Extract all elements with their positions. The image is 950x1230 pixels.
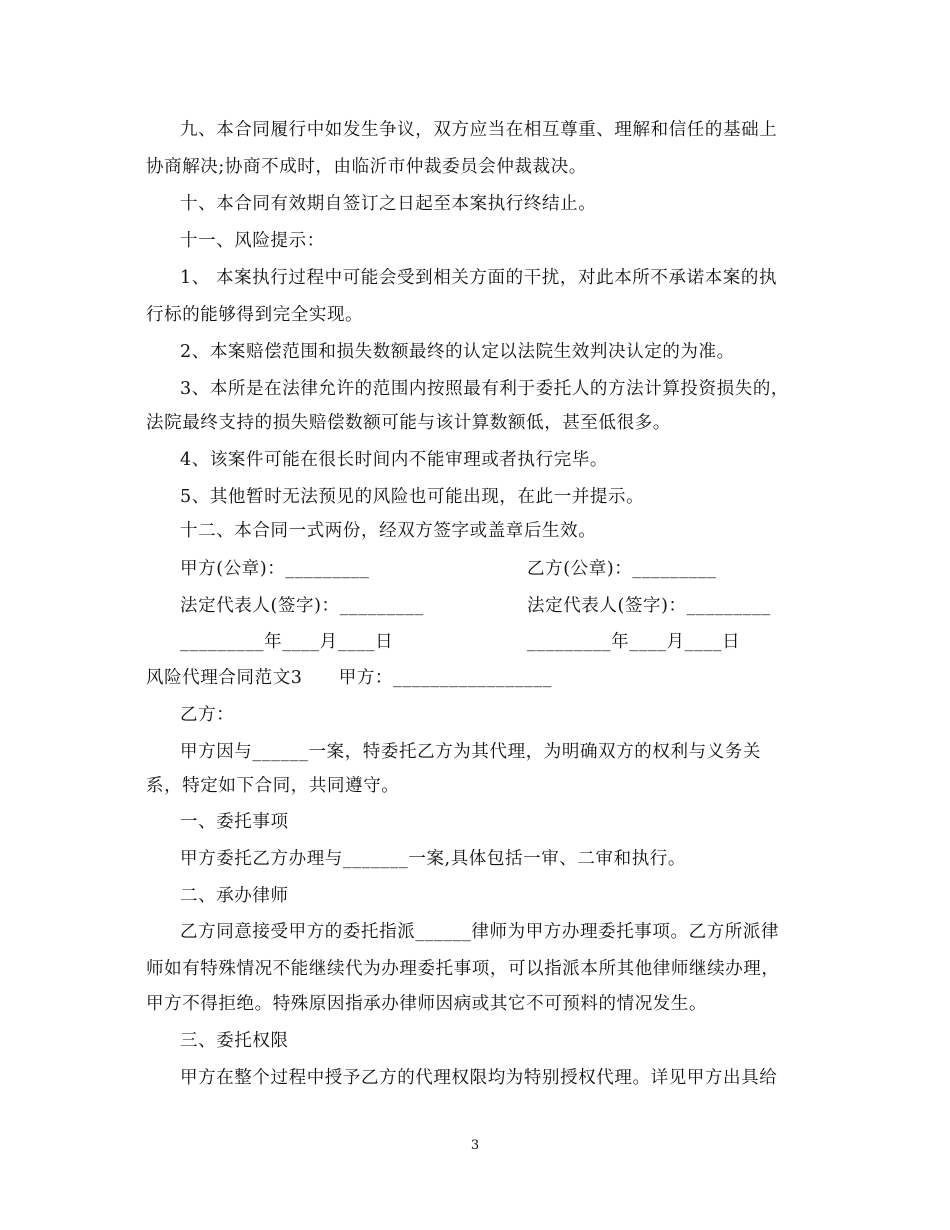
paragraph-line: 甲方不得拒绝。特殊原因指承办律师因病或其它不可预料的情况发生。: [146, 994, 708, 1014]
paragraph-line: 法院最终支持的损失赔偿数额可能与该计算数额低，甚至低很多。: [146, 413, 671, 433]
paragraph-line: 九、本合同履行中如发生争议，双方应当在相互尊重、理解和信任的基础上: [180, 120, 778, 140]
paragraph-line: 5、其他暂时无法预见的风险也可能出现，在此一并提示。: [180, 487, 645, 507]
party-b-date-field: _________年____月____日: [527, 632, 741, 652]
party-a-seal-field: 甲方(公章)：_________: [180, 559, 370, 579]
party-a-date-field: _________年____月____日: [180, 632, 394, 652]
section-heading: 三、委托权限: [180, 1031, 289, 1051]
paragraph-line: 协商解决;协商不成时，由临沂市仲裁委员会仲裁裁决。: [146, 157, 587, 177]
paragraph-line: 3、本所是在法律允许的范围内按照最有利于委托人的方法计算投资损失的，: [180, 379, 790, 399]
section-title-line: 风险代理合同范文3 甲方：_________________: [146, 668, 552, 688]
paragraph-line: 十一、风险提示：: [180, 231, 325, 251]
paragraph-line: 乙方同意接受甲方的委托指派______律师为甲方办理委托事项。乙方所派律: [180, 922, 780, 942]
paragraph-line: 4、该案件可能在很长时间内不能审理或者执行完毕。: [180, 450, 609, 470]
section-heading: 二、承办律师: [180, 886, 289, 906]
section-heading: 一、委托事项: [180, 812, 289, 832]
paragraph-line: 甲方因与______一案，特委托乙方为其代理，为明确双方的权利与义务关: [180, 742, 761, 762]
paragraph-line: 2、本案赔偿范围和损失数额最终的认定以法院生效判决认定的为准。: [180, 342, 735, 362]
paragraph-line: 系，特定如下合同，共同遵守。: [146, 776, 400, 796]
paragraph-line: 十、本合同有效期自签订之日起至本案执行终结止。: [180, 194, 597, 214]
paragraph-line: 甲方在整个过程中授予乙方的代理权限均为特别授权代理。详见甲方出具给: [180, 1068, 778, 1088]
paragraph-line: 乙方：: [180, 705, 235, 725]
paragraph-line: 1、 本案执行过程中可能会受到相关方面的干扰，对此本所不承诺本案的执: [180, 268, 778, 288]
paragraph-line: 师如有特殊情况不能继续代为办理委托事项，可以指派本所其他律师继续办理，: [146, 959, 780, 979]
paragraph-line: 十二、本合同一式两份，经双方签字或盖章后生效。: [180, 521, 597, 541]
party-b-seal-field: 乙方(公章)：_________: [527, 559, 717, 579]
page-number: 3: [470, 1138, 480, 1153]
party-a-representative-field: 法定代表人(签字)：_________: [180, 596, 424, 616]
paragraph-line: 甲方委托乙方办理与_______一案,具体包括一审、二审和执行。: [180, 849, 687, 869]
paragraph-line: 行标的能够得到完全实现。: [146, 305, 364, 325]
party-b-representative-field: 法定代表人(签字)：_________: [527, 596, 771, 616]
